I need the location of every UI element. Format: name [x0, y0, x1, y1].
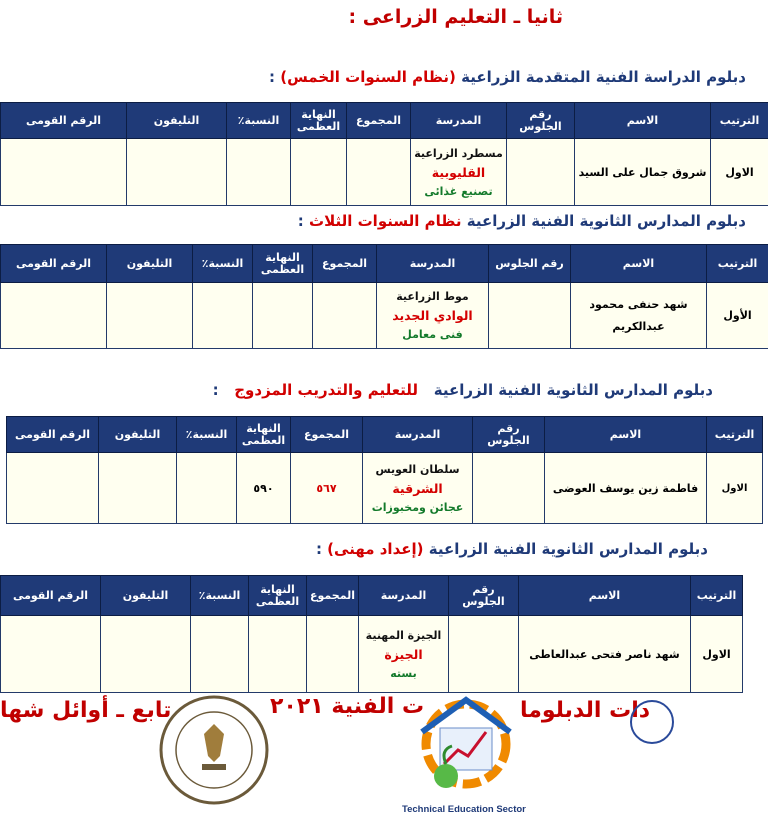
total-cell: [347, 139, 411, 206]
col-max: النهاية العظمى: [253, 245, 313, 283]
rank-cell: الاول: [711, 139, 768, 206]
results-table-3: [6, 416, 763, 524]
table-row: [1, 283, 768, 349]
governorate: القليوبية: [431, 164, 486, 180]
governorate: الوادي الجديد: [392, 308, 473, 323]
col-phone: التليفون: [99, 417, 177, 453]
col-phone: التليفون: [101, 576, 191, 616]
school-cell: [411, 139, 507, 206]
col-percent: النسبة٪: [227, 103, 291, 139]
section-2-title: دبلوم المدارس الثانوية الفنية الزراعية نظام السنوات الثلاث :: [297, 212, 746, 230]
name-cell: فاطمة زين يوسف العوضى: [545, 453, 707, 524]
col-national-id: الرقم القومى: [1, 576, 101, 616]
rank-cell: الاول: [691, 616, 743, 693]
col-name: الاسم: [571, 245, 707, 283]
total-cell: ٥٦٧: [291, 453, 363, 524]
max-cell: ٥٩٠: [237, 453, 291, 524]
col-school: المدرسة: [377, 245, 489, 283]
percent-cell: [177, 453, 237, 524]
col-percent: النسبة٪: [177, 417, 237, 453]
col-seat: رقم الجلوس: [473, 417, 545, 453]
col-max: النهاية العظمى: [249, 576, 307, 616]
specialization: تصنيع غذائى: [424, 184, 493, 198]
governorate: الجيزة: [384, 646, 423, 662]
school-name: موط الزراعية: [396, 290, 469, 303]
phone-cell: [99, 453, 177, 524]
main-heading: ثانيا ـ التعليم الزراعى :: [348, 6, 563, 28]
seat-cell: [489, 283, 571, 349]
total-cell: [307, 616, 359, 693]
col-total: المجموع: [347, 103, 411, 139]
max-cell: [291, 139, 347, 206]
national-id-cell: [1, 139, 127, 206]
col-rank: الترتيب: [707, 245, 768, 283]
col-name: الاسم: [575, 103, 711, 139]
col-phone: التليفون: [127, 103, 227, 139]
section-1-title: دبلوم الدراسة الفنية المتقدمة الزراعية (نظام السنوات الخمس) :: [269, 68, 746, 86]
col-total: المجموع: [291, 417, 363, 453]
seat-cell: [507, 139, 575, 206]
phone-cell: [101, 616, 191, 693]
col-school: المدرسة: [411, 103, 507, 139]
footer-text-3: دات الدبلوما: [520, 698, 651, 723]
max-cell: [253, 283, 313, 349]
col-total: المجموع: [307, 576, 359, 616]
national-id-cell: [1, 616, 101, 693]
results-table-2: [0, 244, 768, 349]
col-rank: الترتيب: [711, 103, 768, 139]
school-name: سلطان العويس: [375, 462, 460, 476]
rank-cell: الاول: [707, 453, 763, 524]
col-seat: رقم الجلوس: [507, 103, 575, 139]
rank-cell: الأول: [707, 283, 768, 349]
seat-cell: [473, 453, 545, 524]
section-4-title: دبلوم المدارس الثانوية الفنية الزراعية (إعداد مهنى) :: [315, 540, 708, 558]
results-table-4: [0, 575, 743, 693]
circle-outline: [630, 700, 674, 744]
col-name: الاسم: [519, 576, 691, 616]
col-seat: رقم الجلوس: [449, 576, 519, 616]
school-cell: [363, 453, 473, 524]
col-total: المجموع: [313, 245, 377, 283]
col-percent: النسبة٪: [193, 245, 253, 283]
specialization: عجائن ومخبوزات: [371, 500, 464, 514]
footer-text-2: ت الفنية ٢٠٢١: [270, 694, 425, 719]
percent-cell: [191, 616, 249, 693]
national-id-cell: [1, 283, 107, 349]
name-cell: شهد حنفى محمود عبدالكريم: [571, 283, 707, 349]
col-seat: رقم الجلوس: [489, 245, 571, 283]
col-phone: التليفون: [107, 245, 193, 283]
name-cell: شهد ناصر فتحى عبدالعاطى: [519, 616, 691, 693]
col-national-id: الرقم القومى: [7, 417, 99, 453]
table-row: [1, 139, 768, 206]
section-3-title: دبلوم المدارس الثانوية الفنية الزراعية للتعليم والتدريب المزدوج :: [212, 381, 713, 399]
phone-cell: [107, 283, 193, 349]
col-name: الاسم: [545, 417, 707, 453]
governorate: الشرقية: [392, 480, 443, 496]
ministry-seal-icon: [158, 694, 270, 806]
school-name: مسطرد الزراعية: [414, 146, 503, 160]
col-rank: الترتيب: [707, 417, 763, 453]
school-cell: [377, 283, 489, 349]
total-cell: [313, 283, 377, 349]
seat-cell: [449, 616, 519, 693]
col-max: النهاية العظمى: [291, 103, 347, 139]
table-row: [1, 616, 743, 693]
col-rank: الترتيب: [691, 576, 743, 616]
logo-caption: Technical Education Sector: [402, 804, 526, 815]
name-cell: شروق جمال على السيد: [575, 139, 711, 206]
percent-cell: [193, 283, 253, 349]
phone-cell: [127, 139, 227, 206]
max-cell: [249, 616, 307, 693]
technical-education-logo: [402, 692, 524, 822]
specialization: بسته: [390, 666, 417, 680]
col-school: المدرسة: [359, 576, 449, 616]
footer-text-1: تابع ـ أوائل شها: [0, 698, 172, 723]
specialization: فنى معامل: [402, 328, 463, 341]
school-cell: [359, 616, 449, 693]
results-table-1: [0, 102, 768, 206]
col-school: المدرسة: [363, 417, 473, 453]
col-max: النهاية العظمى: [237, 417, 291, 453]
percent-cell: [227, 139, 291, 206]
table-row: [7, 453, 763, 524]
col-national-id: الرقم القومى: [1, 245, 107, 283]
col-percent: النسبة٪: [191, 576, 249, 616]
national-id-cell: [7, 453, 99, 524]
school-name: الجيزة المهنية: [365, 628, 442, 642]
col-national-id: الرقم القومى: [1, 103, 127, 139]
